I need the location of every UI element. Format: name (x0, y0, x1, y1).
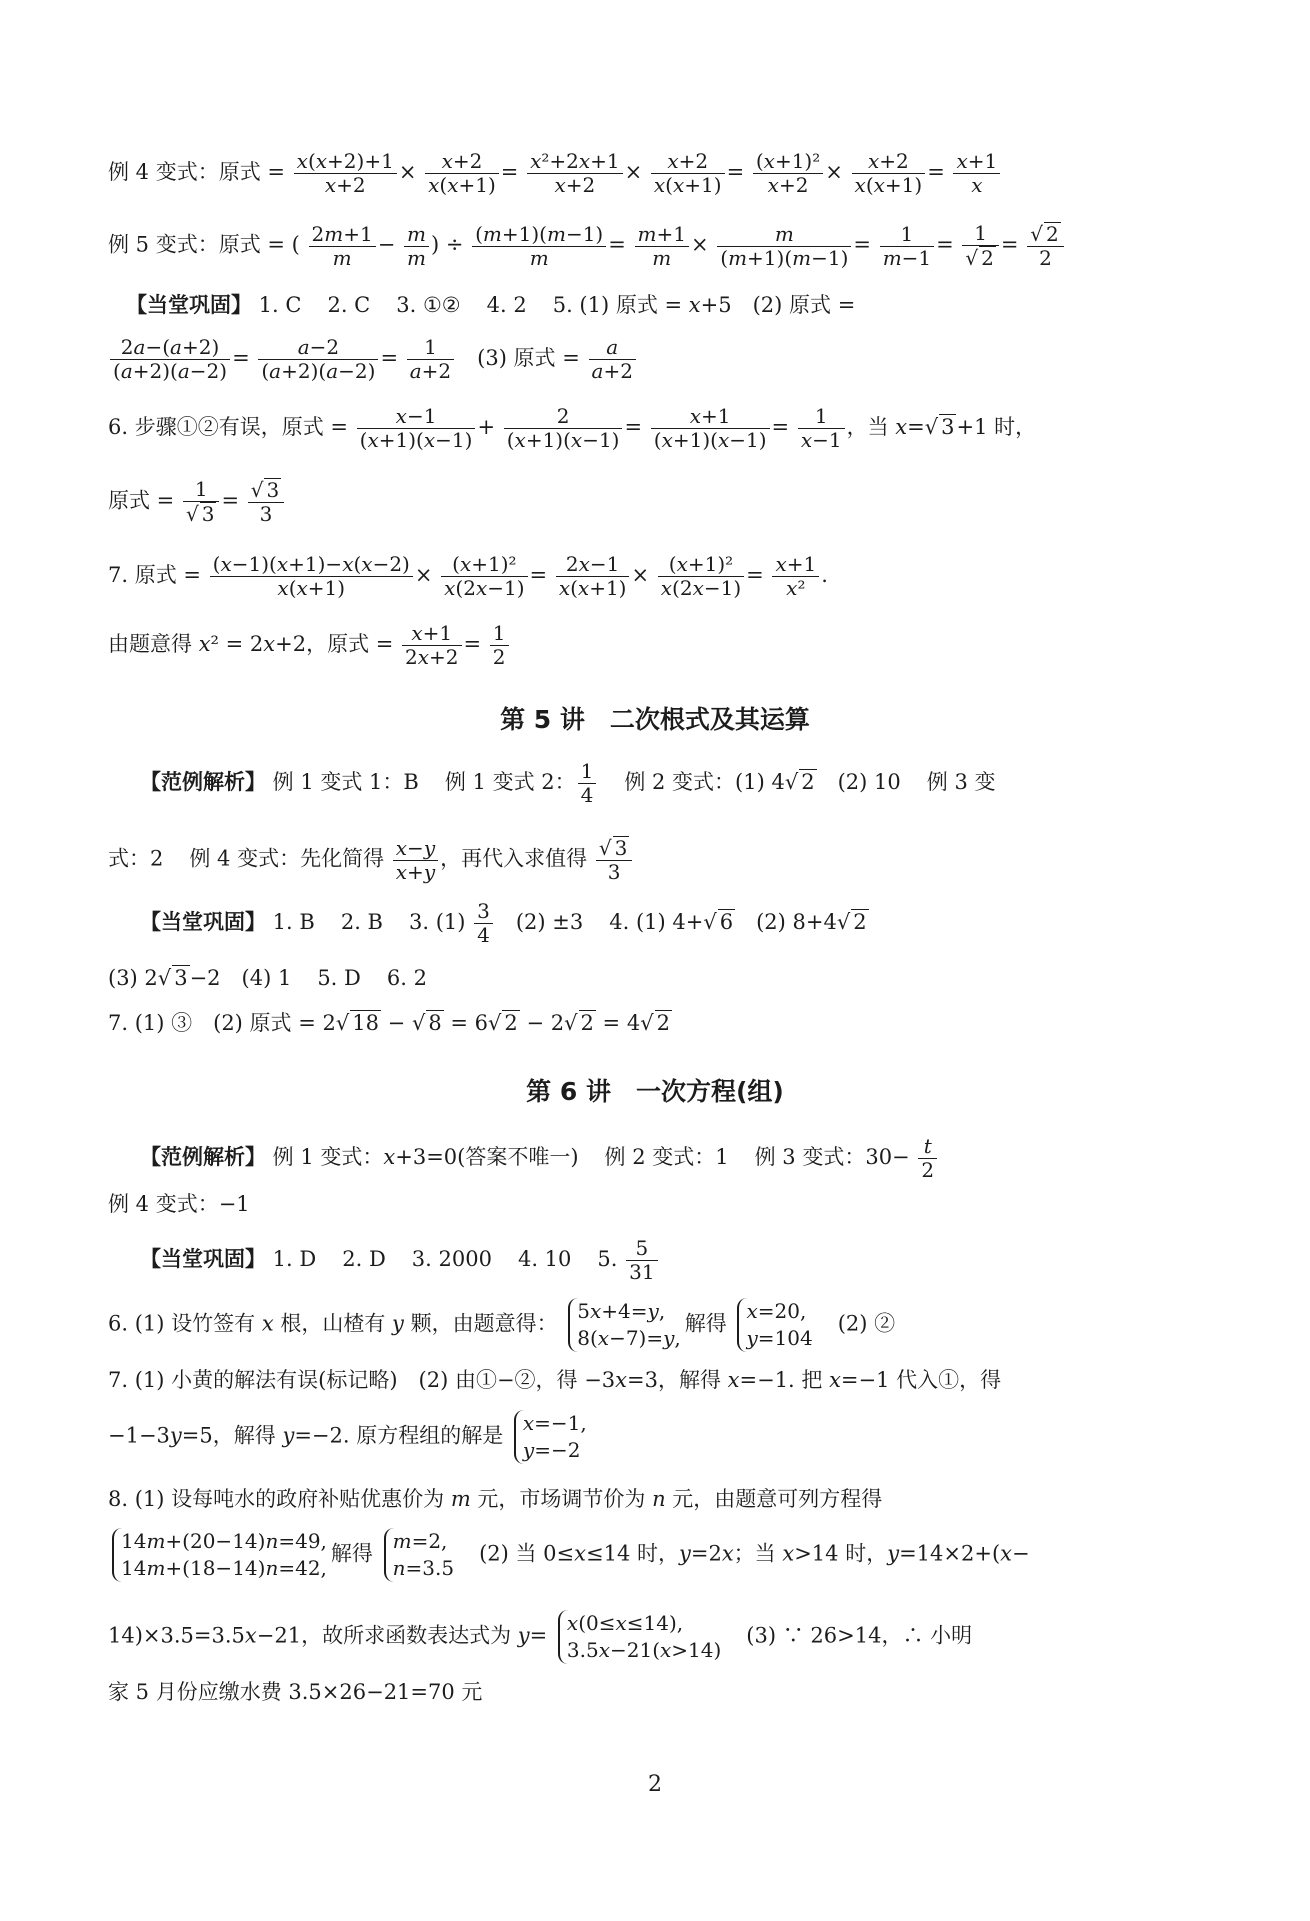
line-s5-fanli: 【范例解析】 例 1 变式 1：B 例 1 变式 2： $\frac{1}{4}$ 例 2 变式：(1) 4√ 2 (2) 10 例 3 变 (140, 760, 995, 807)
line-s6-q7: 7. (1) 小黄的解法有误(标记略) (2) 由①−②，得 −3x=3，解得 x=−1. 把 x=−1 代入①，得 (108, 1368, 1002, 1392)
line-s5-dangtang-2: (3) 2√ 3−2 (4) 1 5. D 6. 2 (108, 965, 427, 991)
line-s6-fanli: 【范例解析】 例 1 变式：x+3=0(答案不唯一) 例 2 变式：1 例 3 变式：30− $\frac{t}{2}$ (140, 1135, 939, 1182)
line-ex4: 例 4 变式：原式 = $\frac{x(x+2)+1}{x+2}$ × $\frac{x+2}{x(x+1)}$ = $\frac{\text{x²+2x+1}}{x+2}$ × $\frac{x+2}{x(x+1)}$ = $\frac{\text{(x+1)²}}{x+2}$ × $\frac{x+2}{x(x+1)}$ = $\frac{x+1}{x}$ (108, 150, 1002, 197)
line-s5-dangtang-3: 7. (1) ③ (2) 原式 = 2√ 18 − √ 8 = 6√ 2 − 2√ 2 = 4√ 2 (108, 1010, 672, 1036)
line-s6-q6: 6. (1) 设竹签有 x 根，山楂有 y 颗，由题意得： 5x+4=y, 8(x−7)=y, 解得 x=20, y=104 (2) ② (108, 1299, 896, 1350)
line-s6-fanli-2: 例 4 变式：−1 (108, 1192, 250, 1216)
line-s5-fanli-2: 式：2 例 4 变式：先化简得 $\frac{x-y}{x+y}$ ，再代入求值得 √ $\frac{3}{3}$ (108, 836, 634, 884)
line-q7b: 由题意得 x² = 2x+2，原式 = $\frac{x+1}{2x+2}$ = $\frac{1}{2}$ (108, 622, 511, 669)
line-s6-q8d: 家 5 月份应缴水费 3.5×26−21=70 元 (108, 1680, 483, 1704)
label-dangtang: 【当堂巩固】 (126, 293, 252, 317)
label-dangtang-3: 【当堂巩固】 (140, 1247, 266, 1271)
line-s5-dangtang-1: 【当堂巩固】 1. B 2. B 3. (1) $\frac{3}{4}$ (2) ±3 4. (1) 4+√ 6 (2) 8+4√ 2 (140, 900, 869, 947)
line-s6-q7b: −1−3y=5，解得 y=−2. 原方程组的解是 x=−1, y=−2 (108, 1411, 587, 1462)
line-ex5: 例 5 变式：原式 = ( $\frac{2m+1}{m}$ − $\frac{m}{m}$ ) ÷ $\frac{(m+1)(m-1)}{m}$ = $\frac{m+1}{m}$ × $\frac{m}{(m+1)(m-1)}$ = $\frac{1}{m-1}$ = 1 √ 2 = √ $\frac{2}{2}$ (108, 222, 1066, 270)
section5-title: 第 5 讲 二次根式及其运算 (500, 705, 810, 734)
label-dangtang-2: 【当堂巩固】 (140, 910, 266, 934)
line-s6-q8c: 14)×3.5=3.5x−21，故所求函数表达式为 y= x(0≤x≤14), 3.5x−21(x>14) (3) ∵ 26>14，∴ 小明 (108, 1611, 973, 1662)
line-q6b: 原式 = 1 √ 3 = √ $\frac{3}{3}$ (108, 478, 286, 526)
label-fanli-2: 【范例解析】 (140, 1145, 266, 1169)
line-s6-q8b: 14m+(20−14)n=49, 14m+(18−14)n=42, 解得 m=2, n=3.5 (2) 当 0≤x≤14 时，y=2x；当 x>14 时，y=14×2+(x− (108, 1528, 1030, 1582)
section6-title: 第 6 讲 一次方程(组) (526, 1077, 784, 1106)
label-fanli: 【范例解析】 (140, 770, 266, 794)
line-q6: 6. 步骤①②有误，原式 = $\frac{x-1}{(x+1)(x-1)}$ + $\frac{2}{(x+1)(x-1)}$ = $\frac{x+1}{(x+1)(x-1)}$ = $\frac{1}{x-1}$ ，当 x=√ 3+1 时， (108, 405, 1036, 452)
line-q7: 7. 原式 = $\frac{(x-1)(x+1)-x(x-2)}{x(x+1)}$ × $\frac{\text{(x+1)²}}{x(2x-1)}$ = $\frac{2x-1}{x(x+1)}$ × $\frac{\text{(x+1)²}}{x(2x-1)}$ = $\frac{x+1}{\text{x²}}$ . (108, 552, 828, 600)
line-s6-q8: 8. (1) 设每吨水的政府补贴优惠价为 m 元，市场调节价为 n 元，由题意可列方程得 (108, 1487, 883, 1511)
page-number: 2 (648, 1772, 662, 1797)
line-dangtang-1: 【当堂巩固】 1. C 2. C 3. ①② 4. 2 5. (1) 原式 = x+5 (2) 原式 = (126, 293, 856, 317)
line-s6-dangtang-1: 【当堂巩固】 1. D 2. D 3. 2000 4. 10 5. $\frac{5}{31}$ (140, 1237, 660, 1284)
line-dangtang-2: $\frac{2a-(a+2)}{(a+2)(a-2)}$ = $\frac{a-2}{(a+2)(a-2)}$ = $\frac{1}{a+2}$ (3) 原式 = $\frac{a}{a+2}$ (108, 336, 638, 383)
